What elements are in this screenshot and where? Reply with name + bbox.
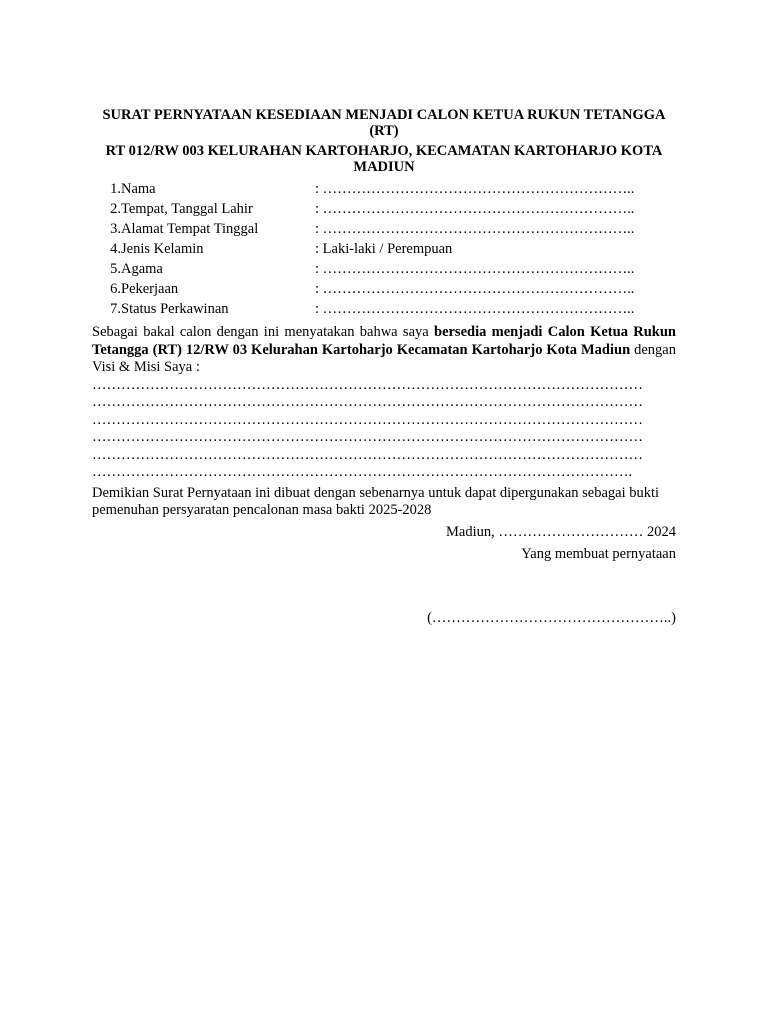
field-label: Tempat, Tanggal Lahir (121, 201, 253, 217)
vision-mission-lines (92, 377, 676, 482)
signer-label: Yang membuat pernyataan (521, 545, 676, 562)
field-value: : ……………………………………………………….. (315, 281, 635, 297)
field-jenis-kelamin (92, 239, 676, 259)
statement-outro: dengan Visi & Misi Saya : (92, 341, 676, 375)
field-value: : ……………………………………………………….. (315, 181, 635, 197)
document-page (92, 107, 676, 628)
field-label: Jenis Kelamin (121, 241, 204, 257)
field-number: 7. (110, 301, 121, 317)
field-pekerjaan (92, 279, 676, 299)
document-title: SURAT PERNYATAAN KESEDIAAN MENJADI CALON KETUA RUKUN TETANGGA (RT) (102, 107, 666, 139)
field-number: 1. (110, 181, 121, 197)
field-number: 6. (110, 281, 121, 297)
vision-line: …………………………………………………………………………………………………… (92, 429, 643, 445)
field-nama (92, 179, 676, 199)
closing-paragraph: Demikian Surat Pernyataan ini dibuat dengan sebenarnya untuk dapat dipergunakan sebagai bukti pemenuhan persyaratan pencalonan masa bakti 2025-2028 (92, 484, 660, 518)
vision-line: …………………………………………………………………………………………………… (92, 446, 643, 463)
statement-intro: Sebagai bakal calon dengan ini menyatakan bahwa saya (92, 324, 434, 340)
field-value: : Laki-laki / Perempuan (315, 241, 453, 257)
vision-line: …………………………………………………………………………………………………… (92, 376, 643, 393)
document-subtitle: RT 012/RW 003 KELURAHAN KARTOHARJO, KECAMATAN KARTOHARJO KOTA MADIUN (105, 143, 663, 175)
place-date: Madiun, ………………………… 2024 (446, 523, 676, 540)
field-alamat (92, 219, 676, 239)
field-number: 5. (110, 261, 121, 277)
statement-paragraph (92, 324, 676, 377)
field-value: : ……………………………………………………….. (315, 221, 635, 237)
statement-bold: bersedia menjadi Calon Ketua Rukun Tetangga (RT) 12/RW 03 Kelurahan Kartoharjo Kecamatan Kartoharjo Kota Madiun (92, 324, 676, 358)
field-label: Status Perkawinan (121, 301, 229, 317)
field-number: 3. (110, 221, 121, 237)
field-value: : ……………………………………………………….. (315, 261, 635, 277)
field-tempat-tanggal-lahir (92, 199, 676, 219)
identity-fields (92, 179, 676, 319)
field-value: : ……………………………………………………….. (315, 301, 635, 317)
field-number: 4. (110, 241, 121, 257)
field-value: : ……………………………………………………….. (315, 201, 635, 217)
field-label: Agama (121, 261, 163, 277)
field-label: Pekerjaan (121, 281, 179, 297)
field-agama (92, 259, 676, 279)
vision-line: …………………………………………………………………………………………………… (92, 411, 643, 428)
field-number: 2. (110, 201, 121, 217)
field-label: Alamat Tempat Tinggal (121, 221, 259, 237)
vision-line: …………………………………………………………………………………………………. (92, 464, 633, 480)
field-label: Nama (121, 181, 156, 197)
signature-line: (…………………………………………..) (427, 609, 676, 626)
vision-line: …………………………………………………………………………………………………… (92, 394, 643, 410)
field-status-perkawinan (92, 299, 676, 319)
